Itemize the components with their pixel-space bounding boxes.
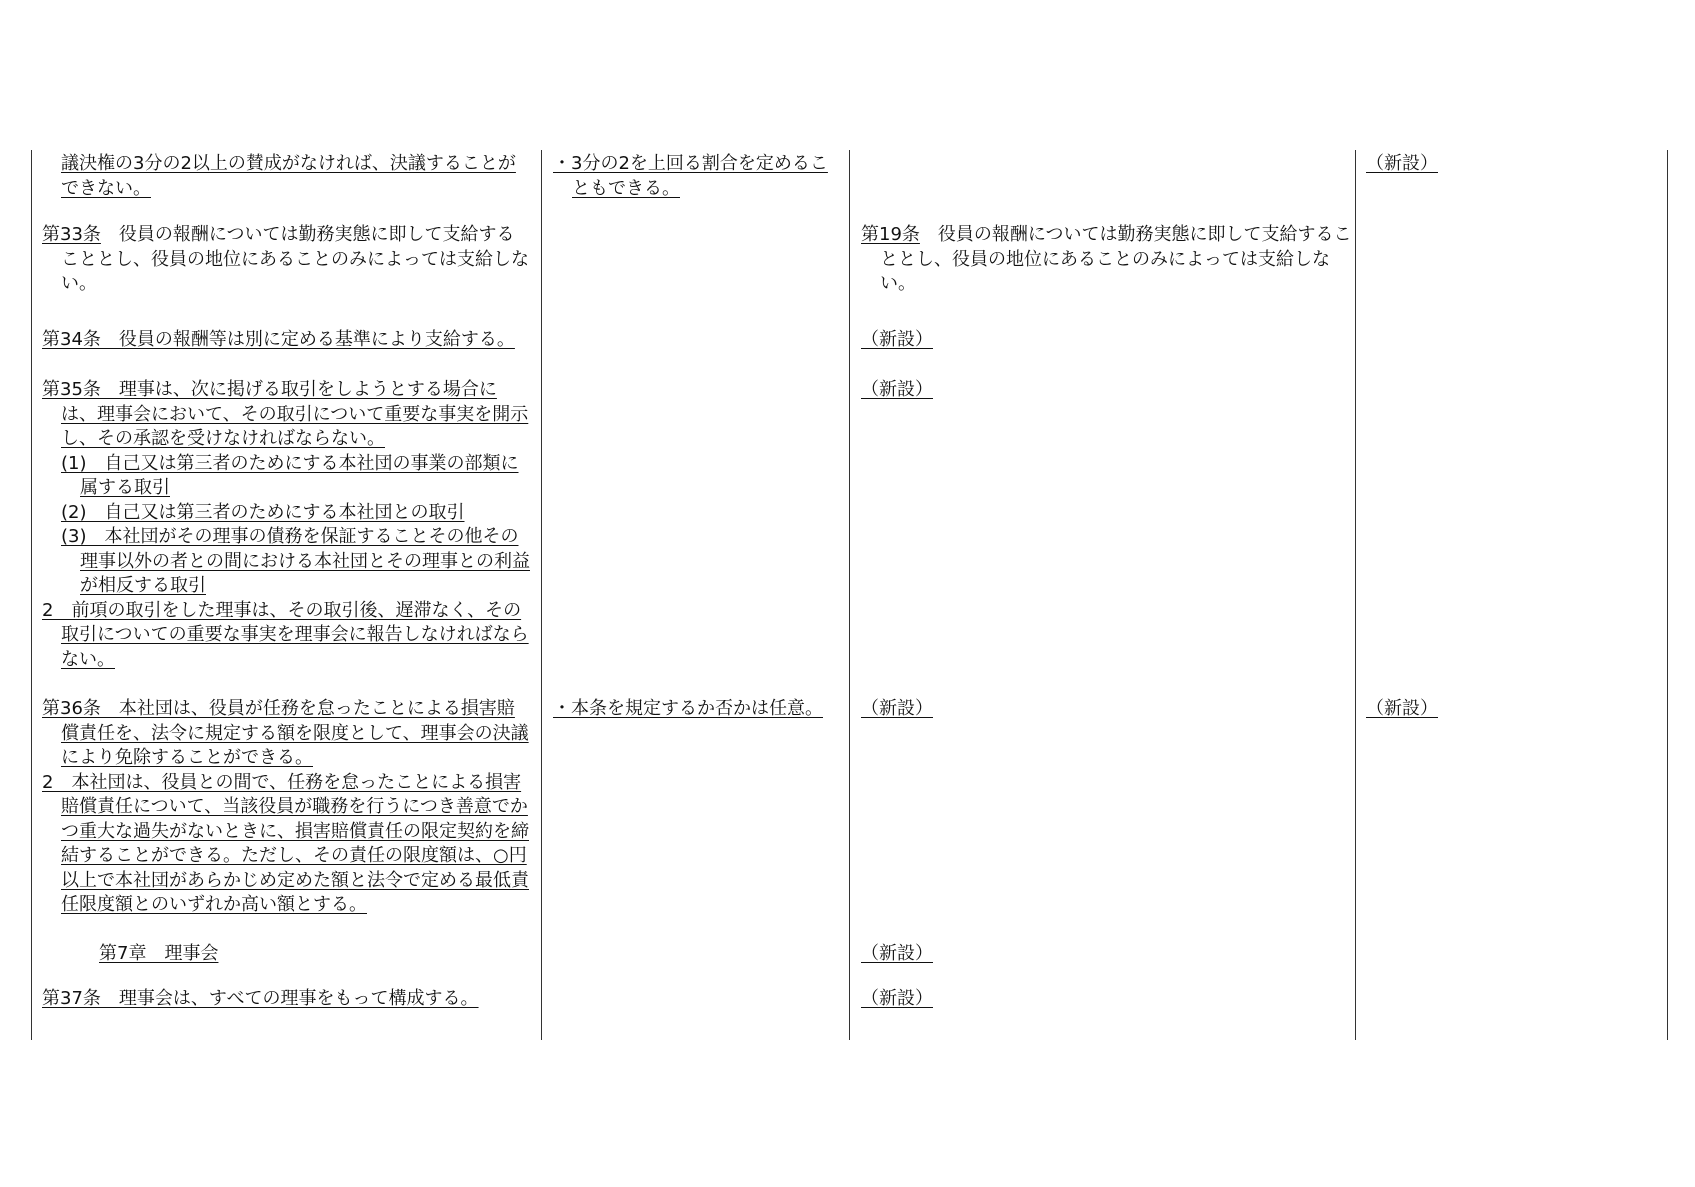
article-35-paragraph-2: 2 前項の取引をした理事は、その取引後、遅滞なく、その取引についての重要な事実を理事会に報告しなければならない。 (42, 599, 529, 670)
article-34: 第34条 役員の報酬等は別に定める基準により支給する。 (42, 329, 515, 350)
article-35-item-3: (3) 本社団がその理事の債務を保証することその他その理事以外の者との間における本社団とその理事との利益が相反する取引 (61, 526, 530, 596)
article-36-main: 第36条 本社団は、役員が任務を怠ったことによる損害賠償責任を、法令に規定する額を限度として、理事会の決議により免除することができる。 (42, 698, 529, 768)
article-19 (861, 223, 1356, 297)
article-35-main: 第35条 理事は、次に掲げる取引をしようとする場合には、理事会において、その取引について重要な事実を開示し、その承認を受けなければならない。 (42, 379, 529, 449)
continuation-text: 議決権の3分の2以上の賛成がなければ、決議することができない。 (61, 153, 516, 199)
article-36 (42, 697, 532, 918)
article-33 (42, 223, 532, 297)
article-33-number: 第33条 (42, 224, 101, 245)
column-divider-1 (541, 150, 542, 1040)
chapter-7-heading: 第7章 理事会 (99, 943, 219, 964)
new-provision-marker: （新設） (1366, 153, 1438, 174)
article-33-text: 役員の報酬については勤務実態に即して支給することとし、役員の地位にあることのみによっては支給しない。 (61, 224, 529, 294)
note-ratio: ・3分の2を上回る割合を定めることもできる。 (553, 153, 828, 199)
article-37: 第37条 理事会は、すべての理事をもって構成する。 (42, 988, 479, 1009)
column-divider-2 (849, 150, 850, 1040)
new-provision-marker: （新設） (1366, 698, 1438, 719)
article-19-text: 役員の報酬については勤務実態に即して支給することとし、役員の地位にあることのみによっては支給しない。 (880, 224, 1352, 294)
new-provision-marker: （新設） (861, 329, 933, 350)
new-provision-marker: （新設） (861, 379, 933, 400)
table-border-right (1667, 150, 1668, 1040)
article-35-item-1: (1) 自己又は第三者のためにする本社団の事業の部類に属する取引 (61, 452, 519, 498)
new-provision-marker: （新設） (861, 943, 933, 964)
table-border-left (31, 150, 32, 1040)
note-optional: ・本条を規定するか否かは任意。 (553, 698, 823, 719)
article-35 (42, 378, 532, 672)
article-36-paragraph-2: 2 本社団は、役員との間で、任務を怠ったことによる損害賠償責任について、当該役員が職務を行うにつき善意でかつ重大な過失がないときに、損害賠償責任の限定契約を締結することができる。ただし、その責任の限度額は、○円以上で本社団があらかじめ定めた額と法令で定める最低責任限度額とのいずれか高い額とする。 (42, 771, 529, 915)
article-35-item-2: (2) 自己又は第三者のためにする本社団との取引 (61, 501, 465, 523)
new-provision-marker: （新設） (861, 698, 933, 719)
article-19-number: 第19条 (861, 224, 920, 245)
new-provision-marker: （新設） (861, 988, 933, 1009)
